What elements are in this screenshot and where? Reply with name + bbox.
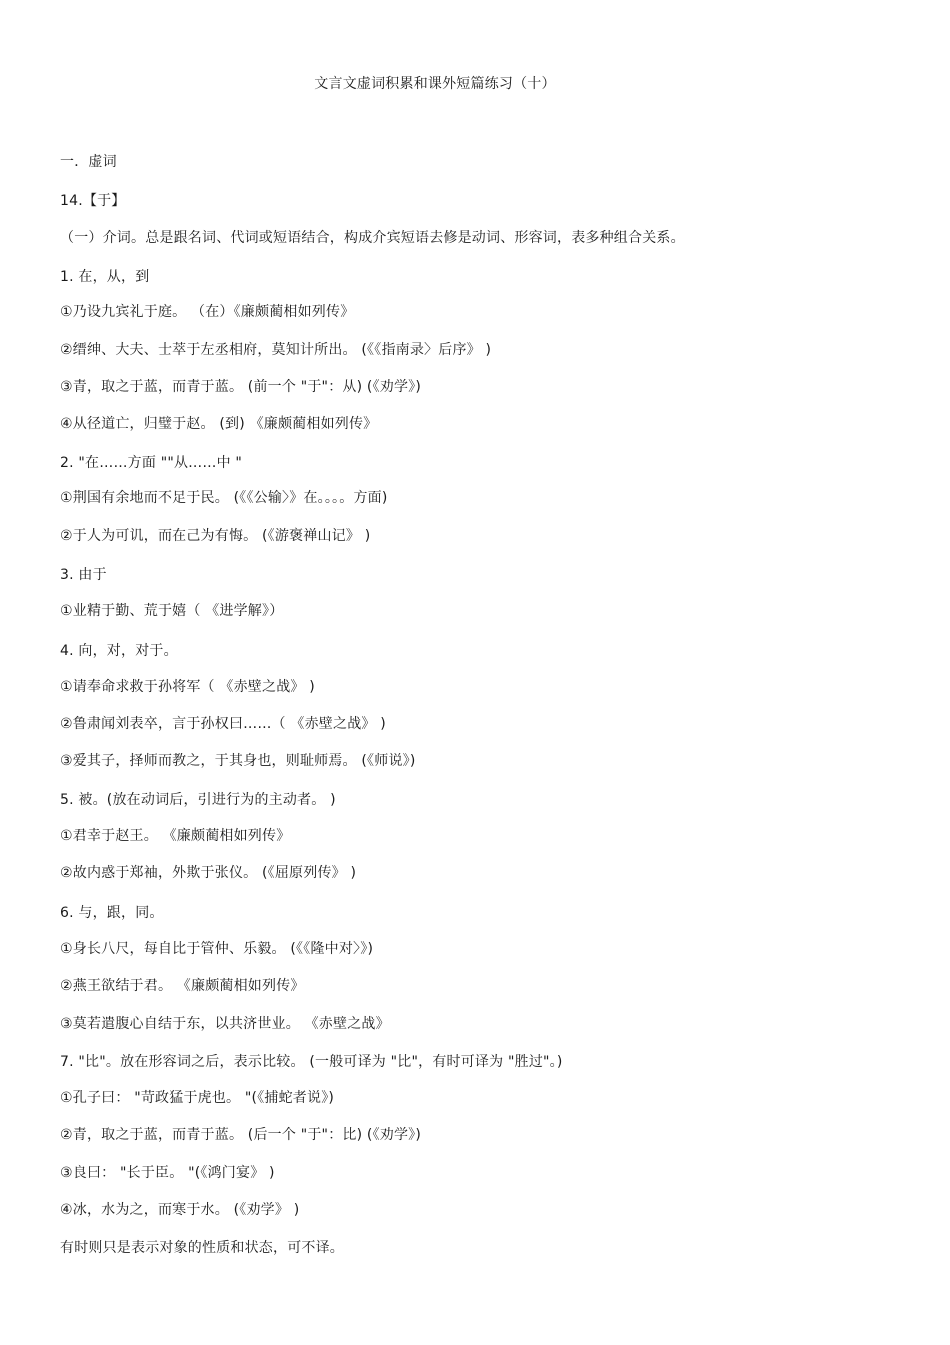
section-heading: 一．虚词 [60, 154, 117, 170]
text-line: 4. 向，对，对于。 [60, 643, 178, 659]
text-line: 6. 与，跟，同。 [60, 905, 164, 921]
text-line: ①孔子曰： "苛政猛于虎也。 "(《捕蛇者说》) [60, 1090, 335, 1106]
text-line: ②缙绅、大夫、士萃于左丞相府，莫知计所出。 (《《指南录〉后序》 ) [60, 342, 492, 358]
text-line: ②鲁肃闻刘表卒，言于孙权曰……（ 《赤壁之战》 ) [60, 716, 386, 732]
text-line: ②燕王欲结于君。 《廉颇蔺相如列传》 [60, 978, 305, 994]
text-line: ③爱其子，择师而教之，于其身也，则耻师焉。 (《师说》) [60, 753, 416, 769]
text-line: ③良曰： "长于臣。 "(《鸿门宴》 ) [60, 1165, 275, 1181]
text-line: ②故内惑于郑袖，外欺于张仪。 (《屈原列传》 ) [60, 865, 357, 881]
text-line: 5. 被。(放在动词后，引进行为的主动者。 ) [60, 792, 336, 808]
text-line: ③莫若遣腹心自结于东，以共济世业。 《赤壁之战》 [60, 1016, 390, 1032]
text-line: （一）介词。总是跟名词、代词或短语结合，构成介宾短语去修是动词、形容词，表多种组合关系。 [60, 230, 685, 246]
document-title: 文言文虚词积累和课外短篇练习（十） [314, 76, 556, 92]
text-line: ①君幸于赵王。 《廉颇蔺相如列传》 [60, 828, 291, 844]
text-line: 有时则只是表示对象的性质和状态，可不译。 [60, 1240, 344, 1256]
text-line: 3. 由于 [60, 567, 107, 583]
text-line: ④从径道亡，归璧于赵。 (到) 《廉颇蔺相如列传》 [60, 416, 378, 432]
text-line: ①业精于勤、荒于嬉（ 《进学解》） [60, 603, 284, 619]
text-line: 2. "在……方面 ""从……中 " [60, 455, 243, 471]
text-line: ①请奉命求救于孙将军（ 《赤壁之战》 ) [60, 679, 315, 695]
text-line: ②于人为可讥，而在己为有悔。 (《游褒禅山记》 ) [60, 528, 371, 544]
text-line: ②青，取之于蓝，而青于蓝。 (后一个 "于"：比) (《劝学》) [60, 1127, 422, 1143]
entry-heading: 14.【于】 [60, 193, 126, 209]
text-line: ④冰，水为之，而寒于水。 (《劝学》 ) [60, 1202, 300, 1218]
text-line: ①身长八尺，每自比于管仲、乐毅。 (《《隆中对〉》) [60, 941, 374, 957]
text-line: ③青，取之于蓝，而青于蓝。 (前一个 "于"：从) (《劝学》) [60, 379, 422, 395]
text-line: 1. 在，从，到 [60, 269, 150, 285]
text-line: ①乃设九宾礼于庭。 （在）《廉颇蔺相如列传》 [60, 304, 355, 320]
text-line: 7. "比"。放在形容词之后，表示比较。 (一般可译为 "比"，有时可译为 "胜过"。) [60, 1054, 563, 1070]
text-line: ①荆国有余地而不足于民。 (《《公输〉》在。。。。方面) [60, 490, 388, 506]
